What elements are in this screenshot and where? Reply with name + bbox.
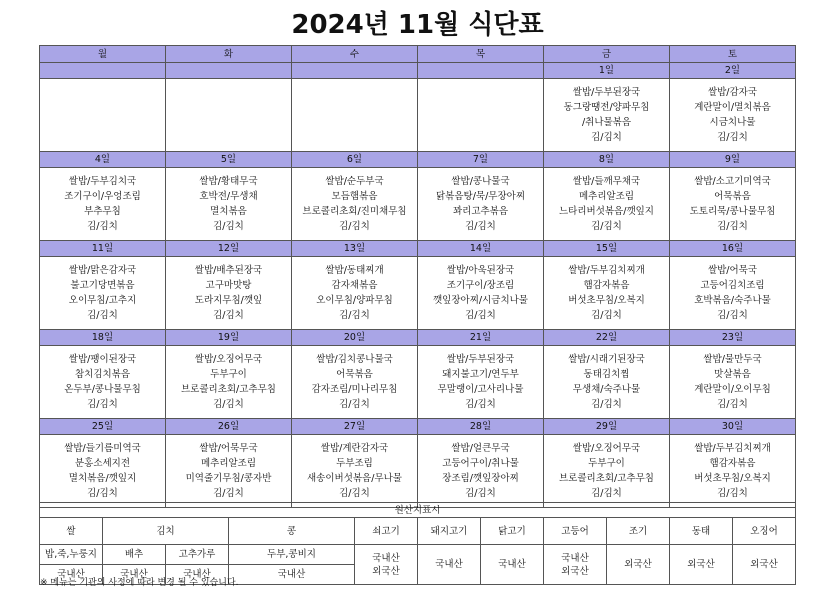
menu-item: 김/김치 — [339, 221, 370, 232]
date-cell: 5일 — [166, 152, 292, 168]
menu-item: 호박볶음/숙주나물 — [694, 295, 771, 306]
menu-item: 동태김치찜 — [583, 369, 630, 380]
menu-item: 쌀밥/오징어무국 — [194, 354, 263, 365]
menu-item: 계란말이/오이무침 — [694, 384, 771, 395]
menu-item: 김/김치 — [213, 310, 244, 321]
menu-item: 쌀밥/두부된장국 — [446, 354, 515, 365]
menu-item: 모듬햄볶음 — [331, 191, 378, 202]
menu-item: 참치김치볶음 — [74, 369, 131, 380]
date-cell: 29일 — [544, 419, 670, 435]
menu-item: 쌀밥/두부김치찌개 — [694, 443, 771, 454]
origin-kimchi-cabbage: 배추 — [103, 545, 166, 565]
origin-chicken-value: 국내산 — [481, 545, 544, 585]
origin-rice-label: 쌀 — [40, 518, 103, 545]
menu-item: 쌀밥/들깨무채국 — [572, 176, 641, 187]
origin-croaker-value: 외국산 — [607, 545, 670, 585]
date-cell: 9일 — [670, 152, 796, 168]
date-cell: 21일 — [418, 330, 544, 346]
menu-item: 두부조림 — [336, 458, 373, 469]
menu-item: 김/김치 — [339, 399, 370, 410]
menu-item: 메추리알조림 — [200, 458, 257, 469]
menu-cell — [544, 346, 670, 419]
menu-item: 쌀밥/어묵무국 — [199, 443, 258, 454]
menu-item: 장조림/깻잎장아찌 — [442, 473, 519, 484]
date-cell: 2일 — [670, 63, 796, 79]
menu-calendar — [39, 45, 796, 508]
menu-item: 김/김치 — [213, 488, 244, 499]
origin-pollock-label: 동태 — [670, 518, 733, 545]
menu-item: 김/김치 — [591, 310, 622, 321]
origin-beef-value2: 외국산 — [372, 565, 400, 577]
menu-item: 계란말이/멸치볶음 — [694, 102, 771, 113]
date-cell: 22일 — [544, 330, 670, 346]
weekday-sat: 토 — [670, 46, 796, 63]
weekday-fri: 금 — [544, 46, 670, 63]
menu-item: 쌀밥/황태무국 — [199, 176, 258, 187]
date-cell: 14일 — [418, 241, 544, 257]
date-cell: 23일 — [670, 330, 796, 346]
date-cell: 15일 — [544, 241, 670, 257]
menu-item: 쌀밥/들기름미역국 — [64, 443, 141, 454]
date-cell: 13일 — [292, 241, 418, 257]
menu-item: 메추리알조림 — [578, 191, 635, 202]
menu-cell — [40, 435, 166, 508]
menu-item: 쌀밥/계란감자국 — [320, 443, 389, 454]
date-cell: 28일 — [418, 419, 544, 435]
menu-item: 꽈리고추볶음 — [452, 206, 509, 217]
menu-item: 쌀밥/얼큰무국 — [451, 443, 510, 454]
menu-cell — [544, 435, 670, 508]
menu-item: 도라지무침/깻잎 — [194, 295, 263, 306]
menu-item: 김/김치 — [717, 399, 748, 410]
date-cell: 7일 — [418, 152, 544, 168]
menu-cell — [418, 79, 544, 152]
menu-item: 브로콜리초회/고추무침 — [559, 473, 654, 484]
origin-croaker-label: 조기 — [607, 518, 670, 545]
origin-pollock-value: 외국산 — [670, 545, 733, 585]
menu-item: /취나물볶음 — [581, 117, 632, 128]
origin-bean-value: 국내산 — [229, 565, 355, 585]
menu-item: 김/김치 — [717, 488, 748, 499]
page-title: 2024년 11월 식단표 — [291, 10, 544, 40]
origin-table — [39, 502, 796, 585]
menu-item: 닭볶음탕/묵/무장아찌 — [436, 191, 525, 202]
date-cell — [292, 63, 418, 79]
menu-item: 멸치볶음 — [210, 206, 247, 217]
date-cell: 12일 — [166, 241, 292, 257]
menu-cell — [670, 346, 796, 419]
menu-cell — [292, 79, 418, 152]
menu-cell — [166, 168, 292, 241]
origin-beef-value1: 국내산 — [372, 552, 400, 564]
menu-item: 쌀밥/맑은감자국 — [68, 265, 137, 276]
menu-item: 쌀밥/순두부국 — [325, 176, 384, 187]
menu-item: 돼지불고기/연두부 — [442, 369, 519, 380]
menu-item: 김/김치 — [87, 221, 118, 232]
origin-pork-label: 돼지고기 — [418, 518, 481, 545]
menu-item: 김/김치 — [465, 399, 496, 410]
menu-row — [40, 346, 796, 419]
menu-item: 브로콜리초회/진미채무침 — [302, 206, 407, 217]
date-cell — [418, 63, 544, 79]
menu-row — [40, 168, 796, 241]
menu-item: 쌀밥/두부김치국 — [68, 176, 137, 187]
origin-kimchi-pepper: 고추가루 — [166, 545, 229, 565]
date-cell — [166, 63, 292, 79]
menu-cell — [40, 79, 166, 152]
menu-item: 쌀밥/시래기된장국 — [568, 354, 645, 365]
menu-cell — [670, 257, 796, 330]
menu-item: 쌀밥/두부김치찌개 — [568, 265, 645, 276]
menu-item: 햄감자볶음 — [583, 280, 630, 291]
menu-item: 김/김치 — [87, 399, 118, 410]
menu-item: 고등어구이/취나물 — [442, 458, 519, 469]
menu-item: 새송이버섯볶음/무나물 — [307, 473, 402, 484]
origin-bean-items: 두부,콩비지 — [229, 545, 355, 565]
menu-item: 느타리버섯볶음/깻잎지 — [559, 206, 654, 217]
menu-cell — [418, 435, 544, 508]
menu-item: 쌀밥/아욱된장국 — [446, 265, 515, 276]
menu-cell — [544, 257, 670, 330]
menu-item: 김/김치 — [717, 310, 748, 321]
origin-chicken-label: 닭고기 — [481, 518, 544, 545]
menu-item: 쌀밥/배추된장국 — [194, 265, 263, 276]
weekday-thu: 목 — [418, 46, 544, 63]
menu-item: 햄감자볶음 — [709, 458, 756, 469]
origin-mackerel-value2: 외국산 — [561, 565, 589, 577]
date-cell: 19일 — [166, 330, 292, 346]
menu-row — [40, 435, 796, 508]
date-row — [40, 330, 796, 346]
menu-item: 분홍소세지전 — [74, 458, 131, 469]
menu-item: 호박전/무생채 — [199, 191, 258, 202]
footnote: ※ 메뉴는 기관의 사정에 따라 변경 될 수 있습니다. — [40, 578, 239, 588]
menu-item: 김/김치 — [717, 132, 748, 143]
weekday-wed: 수 — [292, 46, 418, 63]
menu-item: 오이무침/고추지 — [68, 295, 137, 306]
menu-item: 버섯초무침/오복지 — [694, 473, 771, 484]
menu-item: 시금치나물 — [709, 117, 756, 128]
origin-bean-label: 콩 — [229, 518, 355, 545]
menu-item: 김/김치 — [591, 221, 622, 232]
menu-item: 쌀밥/감자국 — [707, 87, 758, 98]
date-cell: 16일 — [670, 241, 796, 257]
menu-item: 버섯초무침/오복지 — [568, 295, 645, 306]
date-row — [40, 152, 796, 168]
menu-item: 김/김치 — [339, 310, 370, 321]
menu-cell — [292, 435, 418, 508]
menu-item: 고등어김치조림 — [700, 280, 765, 291]
menu-item: 온두부/콩나물무침 — [64, 384, 141, 395]
menu-item: 김/김치 — [213, 399, 244, 410]
menu-item: 김/김치 — [213, 221, 244, 232]
menu-item: 고구마맛탕 — [205, 280, 252, 291]
menu-item: 김/김치 — [717, 221, 748, 232]
menu-item: 조기구이/장조림 — [446, 280, 515, 291]
origin-beef-label: 쇠고기 — [355, 518, 418, 545]
weekday-mon: 월 — [40, 46, 166, 63]
menu-cell — [418, 257, 544, 330]
menu-item: 두부구이 — [588, 458, 625, 469]
date-cell: 27일 — [292, 419, 418, 435]
menu-item: 김/김치 — [465, 221, 496, 232]
menu-item: 쌀밥/오징어무국 — [572, 443, 641, 454]
menu-item: 어묵볶음 — [336, 369, 373, 380]
origin-squid-label: 오징어 — [733, 518, 796, 545]
menu-item: 무말랭이/고사리나물 — [437, 384, 524, 395]
date-cell: 8일 — [544, 152, 670, 168]
origin-squid-value: 외국산 — [733, 545, 796, 585]
weekday-tue: 화 — [166, 46, 292, 63]
menu-item: 맛살볶음 — [714, 369, 751, 380]
date-row — [40, 63, 796, 79]
origin-mackerel-value — [544, 545, 607, 585]
menu-item: 쌀밥/팽이된장국 — [68, 354, 137, 365]
menu-cell — [544, 168, 670, 241]
menu-item: 감자채볶음 — [331, 280, 378, 291]
menu-item: 김/김치 — [591, 132, 622, 143]
origin-kimchi-label: 김치 — [103, 518, 229, 545]
menu-item: 김/김치 — [465, 310, 496, 321]
menu-item: 쌀밥/동태찌개 — [325, 265, 384, 276]
date-cell: 26일 — [166, 419, 292, 435]
menu-cell — [40, 346, 166, 419]
menu-cell — [670, 435, 796, 508]
menu-item: 김/김치 — [87, 310, 118, 321]
menu-item: 멸치볶음/깻잎지 — [68, 473, 137, 484]
menu-cell — [292, 168, 418, 241]
date-cell — [40, 63, 166, 79]
menu-item: 쌀밥/물만두국 — [703, 354, 762, 365]
menu-item: 쌀밥/김치콩나물국 — [316, 354, 393, 365]
menu-item: 어묵볶음 — [714, 191, 751, 202]
menu-cell — [418, 168, 544, 241]
menu-cell — [166, 79, 292, 152]
menu-item: 미역줄기무침/콩자반 — [185, 473, 272, 484]
menu-cell — [544, 79, 670, 152]
menu-item: 쌀밥/콩나물국 — [451, 176, 510, 187]
date-row — [40, 241, 796, 257]
origin-beef-value — [355, 545, 418, 585]
menu-item: 깻잎장아찌/시금치나물 — [433, 295, 528, 306]
menu-cell — [292, 257, 418, 330]
menu-item: 쌀밥/소고기미역국 — [694, 176, 771, 187]
date-cell: 25일 — [40, 419, 166, 435]
date-cell: 6일 — [292, 152, 418, 168]
menu-item: 부추무침 — [84, 206, 121, 217]
menu-item: 김/김치 — [591, 488, 622, 499]
origin-rice-value: 국내산 — [40, 565, 103, 585]
menu-item: 오이무침/양파무침 — [316, 295, 393, 306]
menu-cell — [670, 79, 796, 152]
menu-item: 무생채/숙주나물 — [572, 384, 641, 395]
weekday-header-row — [40, 46, 796, 63]
menu-item: 조기구이/우엉조림 — [64, 191, 141, 202]
menu-item: 브로콜리초회/고추무침 — [181, 384, 276, 395]
menu-item: 불고기당면볶음 — [70, 280, 135, 291]
menu-item: 두부구이 — [210, 369, 247, 380]
menu-item: 쌀밥/어묵국 — [707, 265, 758, 276]
menu-cell — [166, 435, 292, 508]
date-row — [40, 419, 796, 435]
origin-title: 원산지표시 — [40, 503, 796, 518]
date-cell: 18일 — [40, 330, 166, 346]
origin-mackerel-label: 고등어 — [544, 518, 607, 545]
menu-item: 김/김치 — [465, 488, 496, 499]
menu-cell — [166, 346, 292, 419]
menu-item: 김/김치 — [87, 488, 118, 499]
date-cell: 20일 — [292, 330, 418, 346]
date-cell: 30일 — [670, 419, 796, 435]
menu-row — [40, 79, 796, 152]
date-cell: 11일 — [40, 241, 166, 257]
menu-item: 감자조림/미나리무침 — [311, 384, 398, 395]
menu-item: 김/김치 — [591, 399, 622, 410]
origin-kimchi-pepper-origin: 국내산 — [166, 565, 229, 585]
menu-cell — [418, 346, 544, 419]
menu-cell — [40, 257, 166, 330]
menu-row — [40, 257, 796, 330]
menu-item: 도토리묵/콩나물무침 — [689, 206, 776, 217]
menu-cell — [166, 257, 292, 330]
date-cell: 4일 — [40, 152, 166, 168]
menu-item: 쌀밥/두부된장국 — [572, 87, 641, 98]
origin-rice-items: 밥,죽,누룽지 — [40, 545, 103, 565]
menu-item: 김/김치 — [339, 488, 370, 499]
date-cell: 1일 — [544, 63, 670, 79]
menu-item: 동그랑땡전/양파무침 — [563, 102, 650, 113]
menu-cell — [40, 168, 166, 241]
origin-kimchi-cabbage-origin: 국내산 — [103, 565, 166, 585]
origin-pork-value: 국내산 — [418, 545, 481, 585]
menu-cell — [292, 346, 418, 419]
menu-cell — [670, 168, 796, 241]
origin-mackerel-value1: 국내산 — [561, 552, 589, 564]
